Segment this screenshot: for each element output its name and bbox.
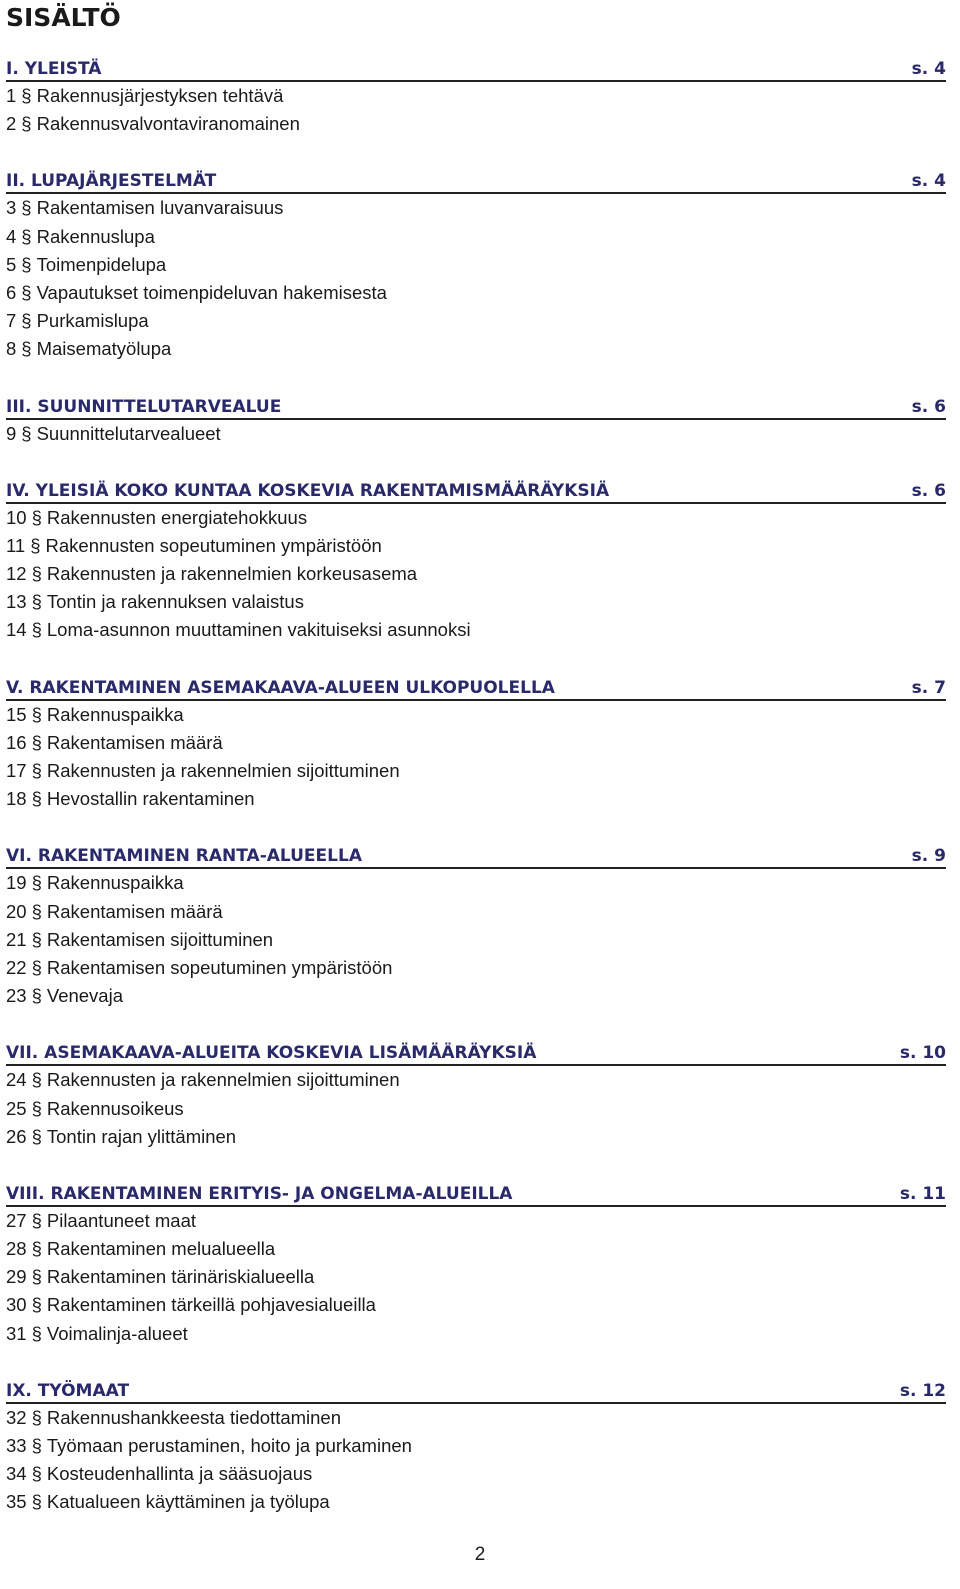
section-symbol-icon: § [31,1463,42,1485]
item-number: 27 [6,1209,27,1231]
section-page-ref: s. 6 [911,480,946,501]
toc-item[interactable] [6,616,946,644]
section-symbol-icon: § [31,1406,42,1428]
item-number: 20 [6,900,27,922]
item-text: Rakentaminen tärkeillä pohjavesialueilla [46,1294,376,1316]
toc-section [6,1179,946,1376]
toc-item[interactable] [6,757,946,785]
section-symbol-icon: § [31,591,42,613]
section-symbol-icon: § [31,1069,42,1091]
section-symbol-icon: § [31,1238,42,1260]
toc-section [6,841,946,1038]
item-number: 9 [6,422,17,444]
toc-item[interactable] [6,926,946,954]
item-number: 31 [6,1322,27,1344]
section-symbol-icon: § [31,619,42,641]
toc-item[interactable] [6,82,946,110]
item-text: Rakentaminen tärinäriskialueella [46,1266,315,1288]
section-symbol-icon: § [31,928,42,950]
section-page-ref: s. 6 [911,396,946,417]
item-text: Rakennusten ja rakennelmien sijoittuminen [46,760,400,781]
section-page-ref: s. 12 [899,1380,946,1401]
section-heading-text: III. SUUNNITTELUTARVEALUE [6,396,282,417]
toc-item[interactable] [6,1123,946,1151]
item-number: 24 [6,1069,27,1091]
section-page-ref: s. 10 [899,1043,946,1064]
section-heading[interactable] [6,841,946,869]
section-symbol-icon: § [21,113,32,135]
item-text: Rakennuspaikka [46,872,184,894]
item-number: 17 [6,760,27,781]
item-text: Kosteudenhallinta ja sääsuojaus [46,1463,313,1485]
section-symbol-icon: § [31,1125,42,1147]
section-heading[interactable] [6,1376,946,1404]
item-text: Hevostallin rakentaminen [46,788,255,810]
item-text: Rakennushankkeesta tiedottaminen [46,1406,342,1428]
section-spacer [6,1151,946,1179]
item-text: Rakennusten sopeutuminen ympäristöön [45,534,382,556]
section-item-list [6,869,946,1010]
toc-item[interactable] [6,954,946,982]
toc-item[interactable] [6,785,946,813]
item-text: Rakennusjärjestyksen tehtävä [36,85,284,106]
toc-item[interactable] [6,110,946,138]
page-title: SISÄLTÖ [6,3,121,32]
item-number: 23 [6,985,27,1007]
toc-section [6,476,946,673]
toc-item[interactable] [6,898,946,926]
section-heading-text: II. LUPAJÄRJESTELMÄT [6,171,217,192]
toc-item[interactable] [6,560,946,588]
section-symbol-icon: § [21,85,32,106]
toc-item[interactable] [6,307,946,335]
section-symbol-icon: § [31,1435,42,1456]
section-symbol-icon: § [31,731,42,753]
toc-item[interactable] [6,1488,946,1516]
item-number: 18 [6,788,27,810]
section-symbol-icon: § [31,760,42,781]
toc-item[interactable] [6,251,946,279]
toc-section [6,1038,946,1179]
item-text: Rakennusten ja rakennelmien sijoittuminen [46,1069,400,1091]
item-text: Toimenpidelupa [36,253,167,275]
section-symbol-icon: § [21,281,32,303]
toc-item[interactable] [6,729,946,757]
item-number: 8 [6,338,17,360]
item-text: Rakentamisen sijoittuminen [46,928,274,950]
item-number: 32 [6,1406,27,1428]
toc-section [6,54,946,166]
section-heading-text: VI. RAKENTAMINEN RANTA-ALUEELLA [6,846,362,867]
section-heading[interactable] [6,54,946,82]
section-symbol-icon: § [31,1322,42,1344]
section-symbol-icon: § [31,1266,42,1288]
section-symbol-icon: § [31,985,42,1007]
section-spacer [6,645,946,673]
section-page-ref: s. 4 [911,171,946,192]
section-page-ref: s. 11 [899,1183,946,1204]
section-symbol-icon: § [31,1294,42,1316]
section-spacer [6,1348,946,1376]
item-number: 25 [6,1097,27,1119]
section-item-list [6,701,946,814]
section-item-list [6,1404,946,1517]
toc-item[interactable] [6,869,946,897]
section-symbol-icon: § [21,310,32,332]
item-text: Rakennuslupa [36,225,155,247]
item-number: 12 [6,563,27,585]
item-number: 11 [6,534,26,556]
section-item-list [6,504,946,645]
section-spacer [6,1010,946,1038]
item-text: Suunnittelutarvealueet [36,422,221,444]
toc-item[interactable] [6,1404,946,1432]
item-text: Katualueen käyttäminen ja työlupa [46,1491,330,1513]
section-page-ref: s. 4 [911,59,946,79]
item-text: Purkamislupa [36,310,149,332]
item-number: 28 [6,1238,27,1260]
item-number: 3 [6,197,17,219]
section-page-ref: s. 7 [911,677,946,698]
toc-item[interactable] [6,1460,946,1488]
item-number: 7 [6,310,17,332]
toc-item[interactable] [6,1432,946,1460]
toc-item[interactable] [6,588,946,616]
item-text: Rakennusten ja rakennelmien korkeusasema [46,563,418,585]
item-number: 5 [6,253,17,275]
section-symbol-icon: § [31,900,42,922]
item-text: Maisematyölupa [36,338,172,360]
item-number: 19 [6,872,27,894]
section-heading-text: IV. YLEISIÄ KOKO KUNTAA KOSKEVIA RAKENTAMISMÄÄRÄYKSIÄ [6,480,610,501]
section-symbol-icon: § [30,534,41,556]
section-symbol-icon: § [31,872,42,894]
item-text: Voimalinja-alueet [46,1322,188,1344]
section-heading-text: IX. TYÖMAAT [6,1380,130,1401]
item-text: Rakentamisen määrä [46,731,223,753]
section-symbol-icon: § [31,1209,42,1231]
item-number: 15 [6,703,27,725]
section-symbol-icon: § [31,788,42,810]
toc-item[interactable] [6,504,946,532]
item-number: 14 [6,619,27,641]
section-heading[interactable] [6,1179,946,1207]
section-page-ref: s. 9 [911,846,946,867]
section-item-list [6,1207,946,1348]
toc-item[interactable] [6,420,946,448]
item-text: Vapautukset toimenpideluvan hakemisesta [36,281,387,303]
section-symbol-icon: § [31,1097,42,1119]
item-text: Rakennusoikeus [46,1097,184,1119]
section-symbol-icon: § [21,338,32,360]
toc-item[interactable] [6,982,946,1010]
item-text: Loma-asunnon muuttaminen vakituiseksi asunnoksi [46,619,471,641]
item-text: Rakennusten energiatehokkuus [46,506,308,528]
section-symbol-icon: § [31,506,42,528]
toc-section [6,1376,946,1517]
section-symbol-icon: § [31,1491,42,1513]
toc-item[interactable] [6,701,946,729]
section-heading[interactable] [6,476,946,504]
toc-item[interactable] [6,1263,946,1291]
toc-item[interactable] [6,335,946,363]
item-number: 29 [6,1266,27,1288]
item-text: Rakennuspaikka [46,703,184,725]
item-text: Rakentaminen melualueella [46,1238,276,1260]
toc-item[interactable] [6,1207,946,1235]
section-item-list [6,194,946,363]
item-text: Tontin rajan ylittäminen [46,1125,237,1147]
item-number: 2 [6,113,17,135]
section-heading[interactable] [6,1038,946,1066]
item-text: Työmaan perustaminen, hoito ja purkaminen [46,1435,412,1456]
table-of-contents [6,0,946,1517]
toc-item[interactable] [6,1235,946,1263]
toc-item[interactable] [6,194,946,222]
section-symbol-icon: § [21,422,32,444]
toc-item[interactable] [6,279,946,307]
item-number: 34 [6,1463,27,1485]
item-number: 13 [6,591,27,613]
toc-section [6,392,946,476]
section-heading-text: VIII. RAKENTAMINEN ERITYIS- JA ONGELMA-ALUEILLA [6,1183,513,1204]
section-symbol-icon: § [21,225,32,247]
toc-item[interactable] [6,1320,946,1348]
section-spacer [6,138,946,166]
item-number: 16 [6,731,27,753]
item-text: Pilaantuneet maat [46,1209,197,1231]
item-text: Rakennusvalvontaviranomainen [36,113,300,135]
item-number: 30 [6,1294,27,1316]
section-spacer [6,364,946,392]
item-text: Tontin ja rakennuksen valaistus [46,591,304,613]
section-heading-text: I. YLEISTÄ [6,59,102,79]
item-number: 26 [6,1125,27,1147]
section-symbol-icon: § [21,197,32,219]
section-symbol-icon: § [31,563,42,585]
item-text: Rakentamisen sopeutuminen ympäristöön [46,956,393,978]
item-number: 4 [6,225,17,247]
section-heading-text: VII. ASEMAKAAVA-ALUEITA KOSKEVIA LISÄMÄÄRÄYKSIÄ [6,1043,537,1064]
toc-section [6,673,946,842]
item-number: 1 [6,85,17,106]
section-heading[interactable] [6,673,946,701]
section-spacer [6,448,946,476]
toc-item[interactable] [6,223,946,251]
page-number: 2 [474,1544,486,1565]
item-text: Venevaja [46,985,123,1007]
item-text: Rakentamisen määrä [46,900,223,922]
section-item-list [6,1066,946,1151]
section-item-list [6,82,946,138]
toc-item[interactable] [6,1066,946,1094]
section-symbol-icon: § [21,253,32,275]
section-heading[interactable] [6,392,946,420]
section-symbol-icon: § [31,956,42,978]
toc-sections [6,54,946,1517]
section-symbol-icon: § [31,703,42,725]
section-heading[interactable] [6,166,946,194]
item-number: 35 [6,1491,27,1513]
item-number: 6 [6,281,17,303]
item-number: 22 [6,956,27,978]
section-heading-text: V. RAKENTAMINEN ASEMAKAAVA-ALUEEN ULKOPUOLELLA [6,677,555,698]
toc-item[interactable] [6,1095,946,1123]
toc-item[interactable] [6,532,946,560]
section-spacer [6,813,946,841]
item-number: 21 [6,928,27,950]
item-number: 33 [6,1435,27,1456]
item-text: Rakentamisen luvanvaraisuus [36,197,284,219]
toc-section [6,166,946,391]
section-item-list [6,420,946,448]
item-number: 10 [6,506,27,528]
toc-item[interactable] [6,1291,946,1319]
